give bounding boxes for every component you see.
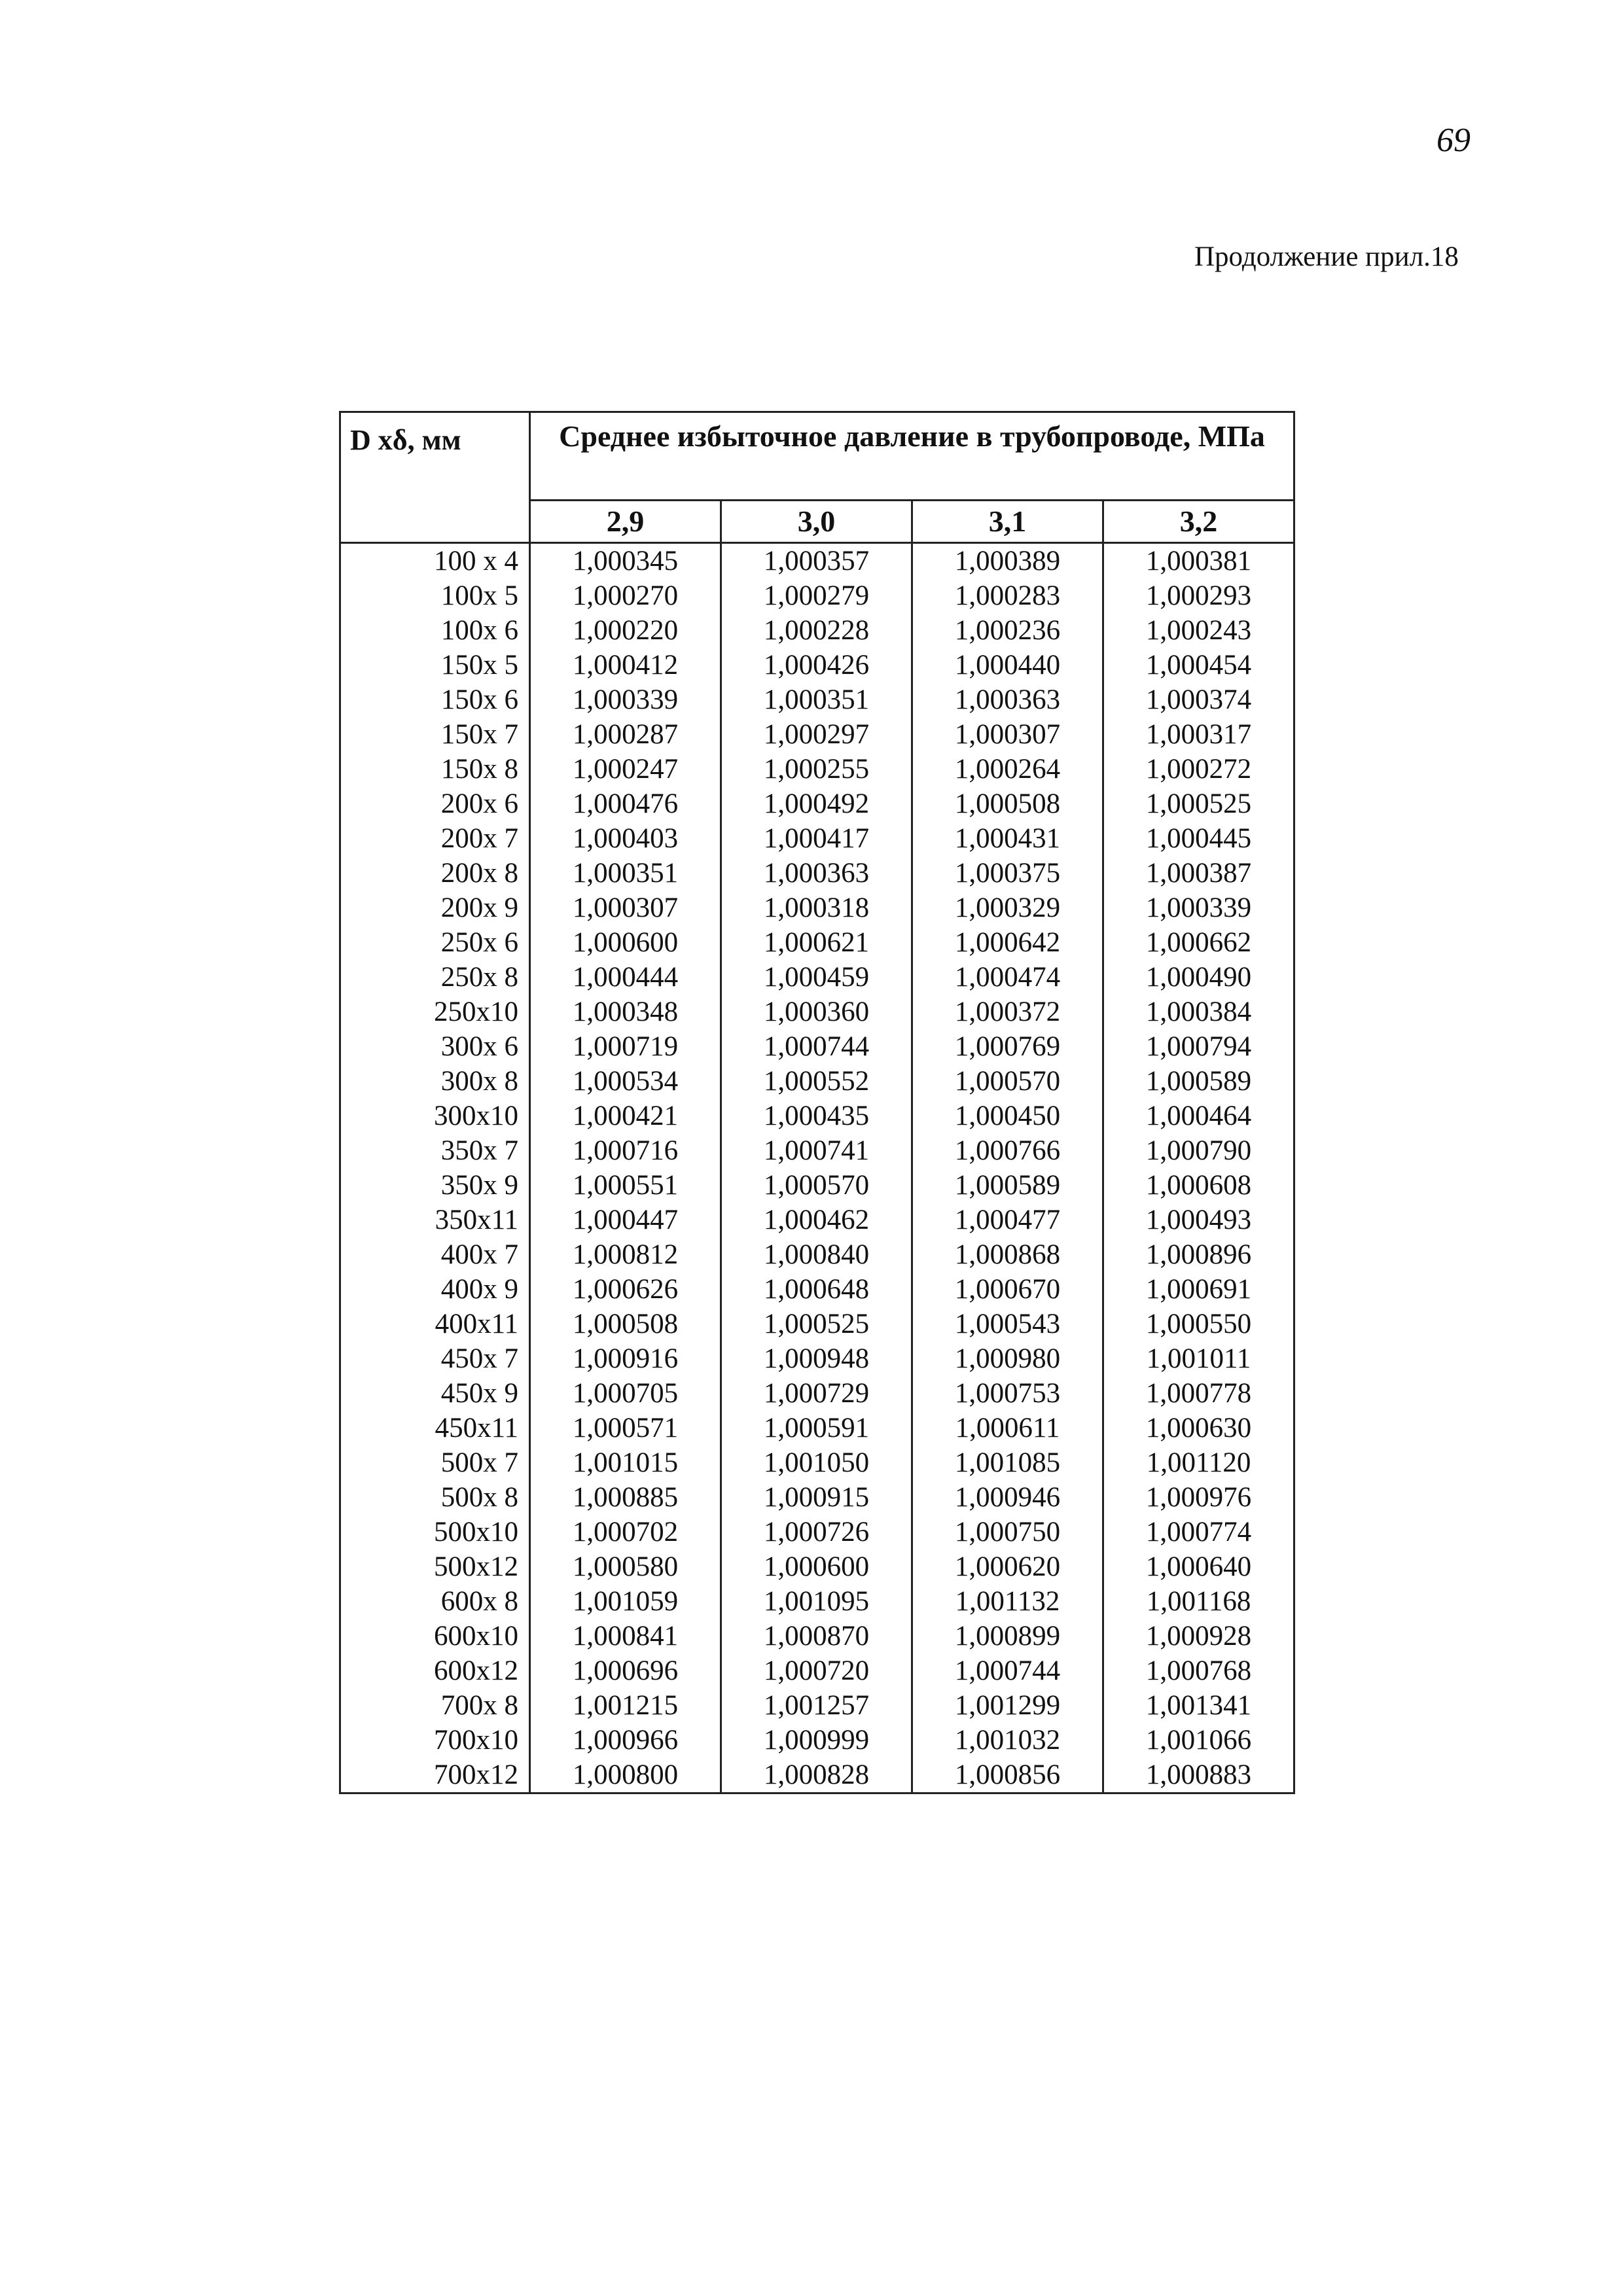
coefficient-cell: 1,000670 bbox=[912, 1272, 1103, 1307]
pipe-size-cell: 500x 7 bbox=[340, 1445, 530, 1480]
coefficient-cell: 1,000447 bbox=[530, 1203, 721, 1237]
table-row bbox=[340, 1133, 1294, 1168]
pressure-header: 2,9 bbox=[530, 501, 721, 543]
coefficient-cell: 1,000794 bbox=[1103, 1029, 1294, 1064]
coefficient-cell: 1,001032 bbox=[912, 1723, 1103, 1757]
pipe-size-cell: 100x 6 bbox=[340, 613, 530, 648]
coefficient-cell: 1,000339 bbox=[1103, 891, 1294, 925]
coefficient-cell: 1,001299 bbox=[912, 1688, 1103, 1723]
coefficient-cell: 1,000525 bbox=[721, 1307, 912, 1341]
pipe-size-cell: 300x 8 bbox=[340, 1064, 530, 1099]
coefficient-cell: 1,000705 bbox=[530, 1376, 721, 1411]
pipe-size-cell: 200x 8 bbox=[340, 856, 530, 891]
pressure-header: 3,0 bbox=[721, 501, 912, 543]
continuation-note: Продолжение прил.18 bbox=[1194, 241, 1459, 272]
pipe-size-cell: 450x11 bbox=[340, 1411, 530, 1445]
coefficient-cell: 1,000345 bbox=[530, 543, 721, 579]
coefficient-cell: 1,000228 bbox=[721, 613, 912, 648]
coefficient-cell: 1,000421 bbox=[530, 1099, 721, 1133]
coefficient-cell: 1,000591 bbox=[721, 1411, 912, 1445]
pipe-size-cell: 600x12 bbox=[340, 1653, 530, 1688]
pipe-size-cell: 150x 6 bbox=[340, 682, 530, 717]
table-row bbox=[340, 1480, 1294, 1515]
pipe-size-cell: 200x 7 bbox=[340, 821, 530, 856]
table-row bbox=[340, 1723, 1294, 1757]
coefficient-cell: 1,000608 bbox=[1103, 1168, 1294, 1203]
pipe-size-cell: 600x10 bbox=[340, 1619, 530, 1653]
coefficient-cell: 1,001059 bbox=[530, 1584, 721, 1619]
coefficient-cell: 1,000543 bbox=[912, 1307, 1103, 1341]
coefficient-cell: 1,000841 bbox=[530, 1619, 721, 1653]
coefficient-cell: 1,000702 bbox=[530, 1515, 721, 1549]
pipe-size-cell: 450x 7 bbox=[340, 1341, 530, 1376]
pipe-size-cell: 700x12 bbox=[340, 1757, 530, 1793]
coefficient-cell: 1,000360 bbox=[721, 995, 912, 1029]
coefficient-cell: 1,000348 bbox=[530, 995, 721, 1029]
coefficient-cell: 1,000753 bbox=[912, 1376, 1103, 1411]
coefficient-cell: 1,000626 bbox=[530, 1272, 721, 1307]
coefficient-cell: 1,000946 bbox=[912, 1480, 1103, 1515]
pipe-size-cell: 350x 9 bbox=[340, 1168, 530, 1203]
coefficient-cell: 1,001215 bbox=[530, 1688, 721, 1723]
coefficient-cell: 1,000279 bbox=[721, 578, 912, 613]
coefficient-cell: 1,000307 bbox=[912, 717, 1103, 752]
pipe-size-cell: 250x 6 bbox=[340, 925, 530, 960]
coefficient-cell: 1,000389 bbox=[912, 543, 1103, 579]
coefficient-cell: 1,000768 bbox=[1103, 1653, 1294, 1688]
coefficient-cell: 1,000270 bbox=[530, 578, 721, 613]
coefficient-cell: 1,000247 bbox=[530, 752, 721, 786]
coefficient-cell: 1,000508 bbox=[530, 1307, 721, 1341]
coefficient-cell: 1,000534 bbox=[530, 1064, 721, 1099]
coefficient-cell: 1,000696 bbox=[530, 1653, 721, 1688]
coefficient-cell: 1,001132 bbox=[912, 1584, 1103, 1619]
table-row bbox=[340, 1168, 1294, 1203]
pipe-size-cell: 350x11 bbox=[340, 1203, 530, 1237]
coefficient-cell: 1,000550 bbox=[1103, 1307, 1294, 1341]
table-row bbox=[340, 786, 1294, 821]
coefficient-cell: 1,000589 bbox=[1103, 1064, 1294, 1099]
coefficient-cell: 1,000868 bbox=[912, 1237, 1103, 1272]
pipe-size-cell: 500x10 bbox=[340, 1515, 530, 1549]
coefficient-cell: 1,000899 bbox=[912, 1619, 1103, 1653]
coefficient-cell: 1,000363 bbox=[912, 682, 1103, 717]
pressure-header: 3,2 bbox=[1103, 501, 1294, 543]
coefficient-cell: 1,000750 bbox=[912, 1515, 1103, 1549]
coefficient-cell: 1,000611 bbox=[912, 1411, 1103, 1445]
coefficient-cell: 1,000384 bbox=[1103, 995, 1294, 1029]
coefficient-cell: 1,000492 bbox=[721, 786, 912, 821]
coefficient-cell: 1,000490 bbox=[1103, 960, 1294, 995]
coefficient-cell: 1,000980 bbox=[912, 1341, 1103, 1376]
size-column-header: D xδ, мм bbox=[340, 412, 530, 543]
pipe-size-cell: 500x12 bbox=[340, 1549, 530, 1584]
table-row bbox=[340, 613, 1294, 648]
coefficient-cell: 1,000812 bbox=[530, 1237, 721, 1272]
pipe-size-cell: 400x 7 bbox=[340, 1237, 530, 1272]
coefficient-cell: 1,000462 bbox=[721, 1203, 912, 1237]
coefficient-cell: 1,000916 bbox=[530, 1341, 721, 1376]
pipe-size-cell: 700x 8 bbox=[340, 1688, 530, 1723]
coefficient-cell: 1,000351 bbox=[721, 682, 912, 717]
coefficient-cell: 1,000744 bbox=[912, 1653, 1103, 1688]
coefficient-cell: 1,000928 bbox=[1103, 1619, 1294, 1653]
coefficient-cell: 1,000662 bbox=[1103, 925, 1294, 960]
coefficient-cell: 1,000744 bbox=[721, 1029, 912, 1064]
coefficient-cell: 1,001120 bbox=[1103, 1445, 1294, 1480]
table-row bbox=[340, 925, 1294, 960]
table-row bbox=[340, 821, 1294, 856]
table-row bbox=[340, 1272, 1294, 1307]
coefficient-cell: 1,000287 bbox=[530, 717, 721, 752]
coefficient-cell: 1,000774 bbox=[1103, 1515, 1294, 1549]
pipe-size-cell: 600x 8 bbox=[340, 1584, 530, 1619]
coefficient-cell: 1,000426 bbox=[721, 648, 912, 682]
pipe-size-cell: 700x10 bbox=[340, 1723, 530, 1757]
coefficient-cell: 1,000883 bbox=[1103, 1757, 1294, 1793]
coefficient-cell: 1,000726 bbox=[721, 1515, 912, 1549]
coefficient-cell: 1,000915 bbox=[721, 1480, 912, 1515]
coefficient-cell: 1,000525 bbox=[1103, 786, 1294, 821]
pipe-size-cell: 250x10 bbox=[340, 995, 530, 1029]
table-row bbox=[340, 891, 1294, 925]
coefficient-cell: 1,000885 bbox=[530, 1480, 721, 1515]
table-row bbox=[340, 1029, 1294, 1064]
coefficient-cell: 1,000729 bbox=[721, 1376, 912, 1411]
coefficient-cell: 1,000741 bbox=[721, 1133, 912, 1168]
table-body bbox=[340, 543, 1294, 1793]
coefficient-cell: 1,000264 bbox=[912, 752, 1103, 786]
coefficient-cell: 1,000329 bbox=[912, 891, 1103, 925]
coefficient-cell: 1,000317 bbox=[1103, 717, 1294, 752]
coefficient-cell: 1,000220 bbox=[530, 613, 721, 648]
coefficient-cell: 1,000381 bbox=[1103, 543, 1294, 579]
coefficient-cell: 1,000620 bbox=[912, 1549, 1103, 1584]
coefficient-cell: 1,000476 bbox=[530, 786, 721, 821]
table-row bbox=[340, 1307, 1294, 1341]
pipe-size-cell: 400x11 bbox=[340, 1307, 530, 1341]
table-row bbox=[340, 995, 1294, 1029]
table-row bbox=[340, 717, 1294, 752]
pipe-size-cell: 450x 9 bbox=[340, 1376, 530, 1411]
coefficient-cell: 1,000766 bbox=[912, 1133, 1103, 1168]
coefficient-cell: 1,000474 bbox=[912, 960, 1103, 995]
coefficient-cell: 1,000459 bbox=[721, 960, 912, 995]
coefficient-cell: 1,000551 bbox=[530, 1168, 721, 1203]
coefficient-cell: 1,000589 bbox=[912, 1168, 1103, 1203]
coefficient-cell: 1,000293 bbox=[1103, 578, 1294, 613]
coefficient-cell: 1,000552 bbox=[721, 1064, 912, 1099]
table-row bbox=[340, 1688, 1294, 1723]
table-row bbox=[340, 1203, 1294, 1237]
pipe-size-cell: 200x 9 bbox=[340, 891, 530, 925]
coefficient-cell: 1,000375 bbox=[912, 856, 1103, 891]
pipe-size-cell: 350x 7 bbox=[340, 1133, 530, 1168]
coefficient-cell: 1,000896 bbox=[1103, 1237, 1294, 1272]
table-row bbox=[340, 1237, 1294, 1272]
pipe-size-cell: 150x 8 bbox=[340, 752, 530, 786]
coefficient-cell: 1,000431 bbox=[912, 821, 1103, 856]
coefficient-cell: 1,000493 bbox=[1103, 1203, 1294, 1237]
coefficient-cell: 1,000450 bbox=[912, 1099, 1103, 1133]
coefficient-cell: 1,000856 bbox=[912, 1757, 1103, 1793]
table-row bbox=[340, 682, 1294, 717]
coefficient-cell: 1,000976 bbox=[1103, 1480, 1294, 1515]
coefficient-cell: 1,000580 bbox=[530, 1549, 721, 1584]
table-row bbox=[340, 1341, 1294, 1376]
coefficient-cell: 1,000948 bbox=[721, 1341, 912, 1376]
coefficient-cell: 1,001341 bbox=[1103, 1688, 1294, 1723]
coefficient-cell: 1,000691 bbox=[1103, 1272, 1294, 1307]
coefficient-cell: 1,000769 bbox=[912, 1029, 1103, 1064]
table-row bbox=[340, 543, 1294, 579]
pipe-size-cell: 150x 7 bbox=[340, 717, 530, 752]
table-row bbox=[340, 1653, 1294, 1688]
coefficient-cell: 1,000642 bbox=[912, 925, 1103, 960]
table-row bbox=[340, 1549, 1294, 1584]
table-row bbox=[340, 1619, 1294, 1653]
pipe-size-cell: 500x 8 bbox=[340, 1480, 530, 1515]
table-row bbox=[340, 752, 1294, 786]
coefficient-cell: 1,000403 bbox=[530, 821, 721, 856]
coefficient-cell: 1,000357 bbox=[721, 543, 912, 579]
table-row bbox=[340, 1064, 1294, 1099]
data-table bbox=[339, 411, 1295, 1794]
table-row bbox=[340, 1376, 1294, 1411]
coefficient-cell: 1,000571 bbox=[530, 1411, 721, 1445]
pipe-size-cell: 200x 6 bbox=[340, 786, 530, 821]
coefficient-cell: 1,000719 bbox=[530, 1029, 721, 1064]
coefficient-cell: 1,000621 bbox=[721, 925, 912, 960]
coefficient-cell: 1,000272 bbox=[1103, 752, 1294, 786]
coefficient-cell: 1,000255 bbox=[721, 752, 912, 786]
coefficient-cell: 1,000417 bbox=[721, 821, 912, 856]
coefficient-cell: 1,000307 bbox=[530, 891, 721, 925]
coefficient-cell: 1,001066 bbox=[1103, 1723, 1294, 1757]
coefficient-cell: 1,000716 bbox=[530, 1133, 721, 1168]
pipe-size-cell: 400x 9 bbox=[340, 1272, 530, 1307]
coefficient-cell: 1,000363 bbox=[721, 856, 912, 891]
coefficient-cell: 1,000840 bbox=[721, 1237, 912, 1272]
coefficient-cell: 1,000570 bbox=[912, 1064, 1103, 1099]
coefficient-cell: 1,000648 bbox=[721, 1272, 912, 1307]
coefficient-cell: 1,000508 bbox=[912, 786, 1103, 821]
coefficient-cell: 1,000372 bbox=[912, 995, 1103, 1029]
table-row bbox=[340, 960, 1294, 995]
table-row bbox=[340, 578, 1294, 613]
coefficient-cell: 1,000600 bbox=[530, 925, 721, 960]
coefficient-cell: 1,001011 bbox=[1103, 1341, 1294, 1376]
table-row bbox=[340, 1584, 1294, 1619]
coefficient-cell: 1,000800 bbox=[530, 1757, 721, 1793]
coefficient-cell: 1,000435 bbox=[721, 1099, 912, 1133]
coefficient-cell: 1,000630 bbox=[1103, 1411, 1294, 1445]
coefficient-cell: 1,000283 bbox=[912, 578, 1103, 613]
pipe-size-cell: 100 x 4 bbox=[340, 543, 530, 579]
coefficient-cell: 1,000351 bbox=[530, 856, 721, 891]
table-row bbox=[340, 1757, 1294, 1793]
coefficient-cell: 1,000387 bbox=[1103, 856, 1294, 891]
table-row bbox=[340, 1515, 1294, 1549]
coefficient-cell: 1,000999 bbox=[721, 1723, 912, 1757]
coefficient-cell: 1,001168 bbox=[1103, 1584, 1294, 1619]
pipe-size-cell: 150x 5 bbox=[340, 648, 530, 682]
page-number: 69 bbox=[1436, 122, 1471, 159]
coefficient-cell: 1,000870 bbox=[721, 1619, 912, 1653]
coefficient-cell: 1,000828 bbox=[721, 1757, 912, 1793]
coefficient-cell: 1,000477 bbox=[912, 1203, 1103, 1237]
coefficient-cell: 1,000445 bbox=[1103, 821, 1294, 856]
table-row bbox=[340, 856, 1294, 891]
coefficient-cell: 1,000600 bbox=[721, 1549, 912, 1584]
coefficient-cell: 1,000790 bbox=[1103, 1133, 1294, 1168]
table-row bbox=[340, 648, 1294, 682]
coefficient-cell: 1,000454 bbox=[1103, 648, 1294, 682]
pipe-size-cell: 300x10 bbox=[340, 1099, 530, 1133]
coefficient-cell: 1,000444 bbox=[530, 960, 721, 995]
coefficient-cell: 1,000720 bbox=[721, 1653, 912, 1688]
coefficient-cell: 1,000966 bbox=[530, 1723, 721, 1757]
coefficient-cell: 1,000464 bbox=[1103, 1099, 1294, 1133]
table-row bbox=[340, 1411, 1294, 1445]
coefficient-cell: 1,000440 bbox=[912, 648, 1103, 682]
pipe-size-cell: 250x 8 bbox=[340, 960, 530, 995]
coefficient-cell: 1,000412 bbox=[530, 648, 721, 682]
pressure-group-header: Среднее избыточное давление в трубопроводе, МПа bbox=[530, 412, 1294, 501]
coefficient-cell: 1,001050 bbox=[721, 1445, 912, 1480]
coefficient-cell: 1,000297 bbox=[721, 717, 912, 752]
coefficient-cell: 1,000778 bbox=[1103, 1376, 1294, 1411]
table-row bbox=[340, 1445, 1294, 1480]
pipe-size-cell: 300x 6 bbox=[340, 1029, 530, 1064]
pressure-header: 3,1 bbox=[912, 501, 1103, 543]
coefficient-cell: 1,000374 bbox=[1103, 682, 1294, 717]
coefficient-cell: 1,000339 bbox=[530, 682, 721, 717]
coefficient-cell: 1,000640 bbox=[1103, 1549, 1294, 1584]
coefficient-cell: 1,001085 bbox=[912, 1445, 1103, 1480]
coefficient-cell: 1,001095 bbox=[721, 1584, 912, 1619]
coefficient-cell: 1,000243 bbox=[1103, 613, 1294, 648]
coefficient-cell: 1,000570 bbox=[721, 1168, 912, 1203]
coefficient-cell: 1,001257 bbox=[721, 1688, 912, 1723]
coefficient-cell: 1,001015 bbox=[530, 1445, 721, 1480]
table-row bbox=[340, 1099, 1294, 1133]
pipe-size-cell: 100x 5 bbox=[340, 578, 530, 613]
coefficient-cell: 1,000236 bbox=[912, 613, 1103, 648]
coefficient-cell: 1,000318 bbox=[721, 891, 912, 925]
